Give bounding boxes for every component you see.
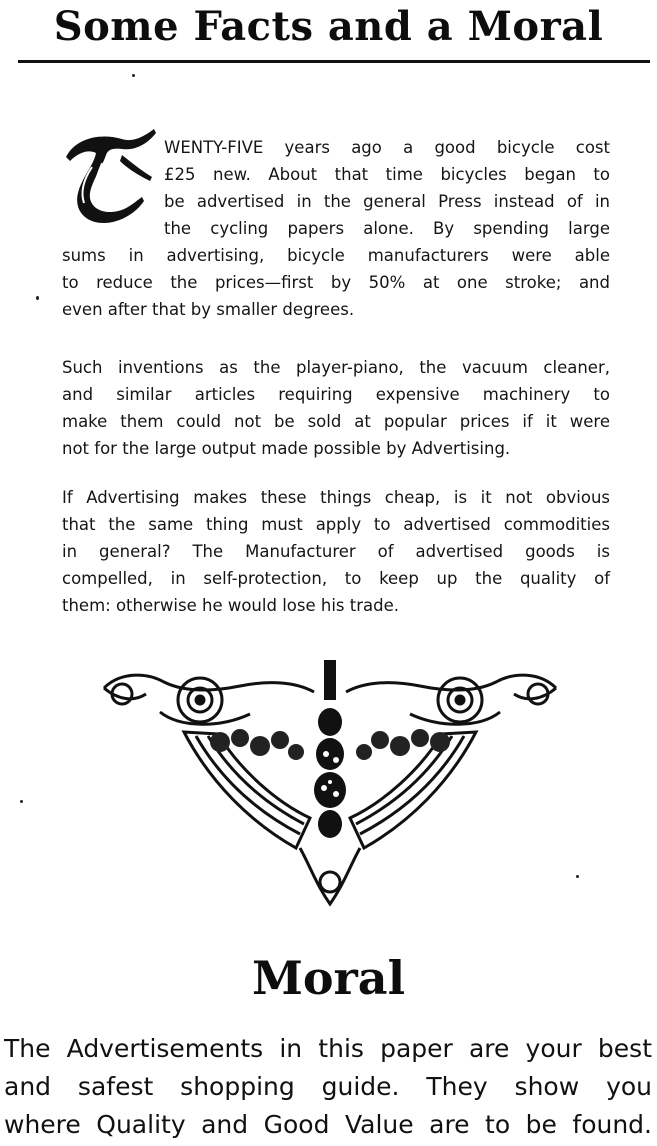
paragraph-line: If Advertising makes these things cheap, is it not obvious — [62, 488, 610, 507]
paragraph-line: compelled, in self-protection, to keep up the quality of — [62, 569, 610, 588]
paragraph-line: the cycling papers alone. By spending large — [164, 219, 610, 238]
paragraph-line: WENTY-FIVE years ago a good bicycle cost — [164, 138, 610, 157]
paragraph-line: make them could not be sold at popular prices if it were — [62, 412, 610, 431]
page-title: Some Facts and a Moral — [53, 3, 604, 50]
paragraph-2 — [62, 354, 610, 462]
title-rule — [18, 60, 650, 63]
moral-line: and safest shopping guide. They show you — [4, 1072, 652, 1101]
paragraph-line: and similar articles requiring expensive machinery to — [62, 385, 610, 404]
print-speck — [576, 875, 579, 878]
moral-text — [4, 1030, 652, 1144]
paragraph-line: that the same thing must apply to advertised commodities — [62, 515, 610, 534]
print-speck — [36, 296, 39, 300]
paragraph-line: be advertised in the general Press instead of in — [164, 192, 610, 211]
cornucopia-ornament-icon — [100, 652, 560, 912]
paragraph-line: £25 new. About that time bicycles began to — [164, 165, 610, 184]
paragraph-line: in general? The Manufacturer of advertised goods is — [62, 542, 610, 561]
paragraph-3 — [62, 484, 610, 619]
paragraph-line: sums in advertising, bicycle manufacturers were able — [62, 246, 610, 265]
moral-line: The Advertisements in this paper are your best — [4, 1034, 652, 1063]
paragraph-line: to reduce the prices—first by 50% at one stroke; and — [62, 273, 610, 292]
ornament-graphic — [100, 652, 560, 912]
print-speck — [132, 74, 135, 77]
print-speck — [20, 800, 23, 803]
paragraph-line: them: otherwise he would lose his trade. — [62, 596, 399, 615]
paragraph-line: not for the large output made possible by Advertising. — [62, 439, 511, 458]
paragraph-line: even after that by smaller degrees. — [62, 300, 355, 319]
paragraph-line: Such inventions as the player-piano, the vacuum cleaner, — [62, 358, 610, 377]
moral-line: where Quality and Good Value are to be found. — [4, 1110, 652, 1139]
paragraph-1 — [62, 134, 610, 323]
moral-heading: Moral — [251, 951, 406, 1005]
